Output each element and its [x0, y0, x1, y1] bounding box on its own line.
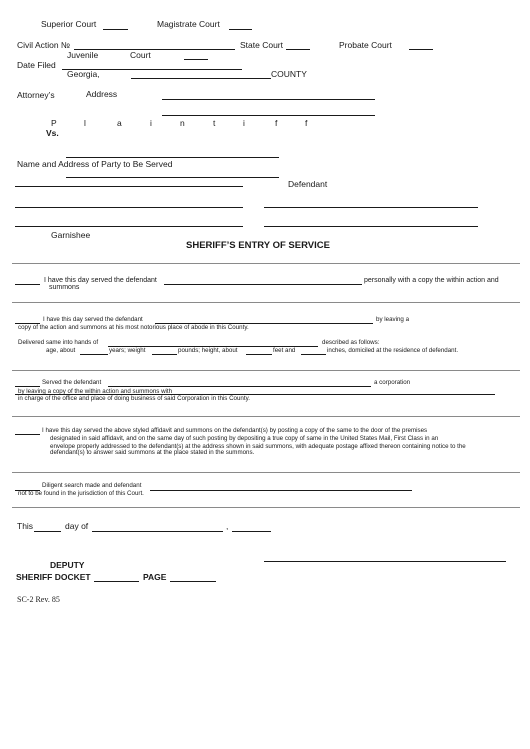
personal-served-text: I have this day served the defendant	[44, 277, 157, 284]
magistrate-court-checkbox-line[interactable]	[229, 29, 252, 30]
defendant-name-field[interactable]	[264, 207, 478, 208]
notorious-copy-text: copy of the action and summons at his most notorious place of abode in this County.	[18, 324, 249, 331]
magistrate-court-label: Magistrate Court	[157, 19, 220, 29]
feet-label: feet and	[273, 347, 296, 354]
form-identifier: SC-2 Rev. 85	[17, 595, 60, 604]
plaintiff-letter: a	[117, 118, 122, 128]
day-of-label: day of	[65, 521, 89, 531]
juvenile-court-label: Court	[130, 50, 151, 60]
corporation-defendant-field[interactable]	[108, 386, 371, 387]
civil-action-number-field[interactable]	[74, 49, 235, 50]
plaintiff-letter: t	[213, 118, 216, 128]
attorney-address-field-1[interactable]	[162, 99, 375, 100]
garnishee-label: Garnishee	[51, 230, 91, 240]
deputy-signature-field[interactable]	[264, 561, 506, 562]
affidavit-line-2: designated in said affidavit, and on the same day of such posting by depositing a true copy of same in the United States Mail, First Class in an	[50, 435, 439, 442]
age-field[interactable]	[80, 354, 108, 355]
height-label: pounds; height, about	[178, 347, 238, 354]
state-court-label: State Court	[240, 40, 283, 50]
section-divider	[12, 507, 520, 508]
section-divider	[12, 302, 520, 303]
deputy-label: DEPUTY	[50, 560, 85, 570]
plaintiff-letter: i	[243, 118, 245, 128]
notorious-served-text: I have this day served the defendant	[43, 316, 143, 323]
page-number-field[interactable]	[170, 581, 216, 582]
a-corporation-text: a corporation	[374, 379, 411, 386]
address-label: Address	[86, 89, 118, 99]
weight-field[interactable]	[152, 354, 177, 355]
diligent-defendant-field[interactable]	[150, 490, 412, 491]
date-comma: ,	[226, 521, 229, 531]
affidavit-line-4: defendant(s) to answer said summons at the place stated in the summons.	[50, 449, 255, 456]
defendant-label: Defendant	[288, 179, 328, 189]
superior-court-checkbox-line[interactable]	[103, 29, 128, 30]
personal-copy-text: personally with a copy the within action and	[364, 277, 499, 284]
page-title: SHERIFF’S ENTRY OF SERVICE	[186, 240, 330, 251]
plaintiff-letter: l	[84, 118, 86, 128]
probate-court-label: Probate Court	[339, 40, 392, 50]
attorney-address-field-2[interactable]	[162, 115, 375, 116]
personal-defendant-field[interactable]	[164, 284, 362, 285]
weight-label: years; weight	[109, 347, 146, 354]
section-divider	[12, 370, 520, 371]
month-field[interactable]	[92, 531, 223, 532]
diligent-jurisdiction-text: not to be found in the jurisdiction of this Court.	[18, 490, 144, 497]
civil-action-label: Civil Action №	[17, 40, 71, 50]
corporation-charge-text: in charge of the office and place of doing business of said Corporation in this County.	[18, 395, 250, 402]
juvenile-label: Juvenile	[67, 50, 99, 60]
section-divider	[12, 263, 520, 264]
plaintiff-letter: f	[275, 118, 278, 128]
plaintiff-name-field[interactable]	[66, 157, 279, 158]
day-field[interactable]	[34, 531, 61, 532]
state-court-checkbox-line[interactable]	[286, 49, 310, 50]
year-field[interactable]	[232, 531, 271, 532]
inches-label: inches, domiciled at the residence of defendant.	[327, 347, 459, 354]
party-to-be-served-label: Name and Address of Party to Be Served	[17, 159, 173, 169]
party-served-field-2[interactable]	[15, 186, 243, 187]
affidavit-service-checkbox-line[interactable]	[15, 434, 40, 435]
this-label: This	[17, 521, 34, 531]
county-label: COUNTY	[271, 69, 307, 79]
georgia-label: Georgia,	[67, 69, 100, 79]
corporation-served-text: Served the defendant	[42, 379, 102, 386]
party-served-field-3[interactable]	[15, 207, 243, 208]
plaintiff-letter: f	[305, 118, 308, 128]
attorneys-label: Attorney’s	[17, 90, 55, 100]
personal-summons-text: summons	[49, 284, 80, 291]
corporation-service-checkbox-line[interactable]	[15, 386, 40, 387]
section-divider	[12, 472, 520, 473]
probate-court-checkbox-line[interactable]	[409, 49, 433, 50]
garnishee-name-field[interactable]	[264, 226, 478, 227]
corporation-leaving-text: by leaving a copy of the within action and summons with	[18, 388, 173, 395]
affidavit-line-1: I have this day served the above styled affidavit and summons on the defendant(s) by posting a copy of the same to the door of the premises	[42, 427, 428, 434]
party-served-field-4[interactable]	[15, 226, 243, 227]
versus-label: Vs.	[46, 128, 59, 138]
notorious-leaving-text: by leaving a	[376, 316, 410, 323]
delivered-label: Delivered same into hands of	[18, 339, 99, 346]
height-inches-field[interactable]	[301, 354, 326, 355]
described-label: described as follows:	[322, 339, 380, 346]
affidavit-line-3: envelope properly addressed to the defendant(s) at the address shown in said summons, with adequate postage affixed thereon containing notice to the	[50, 443, 466, 450]
plaintiff-letter: n	[180, 118, 185, 128]
plaintiff-letter: P	[51, 118, 57, 128]
diligent-search-text: Diligent search made and defendant	[42, 482, 142, 489]
juvenile-court-checkbox-line[interactable]	[184, 59, 208, 60]
superior-court-label: Superior Court	[41, 19, 97, 29]
height-feet-field[interactable]	[246, 354, 272, 355]
plaintiff-letter: i	[150, 118, 152, 128]
sheriff-docket-field[interactable]	[94, 581, 139, 582]
county-field[interactable]	[131, 78, 271, 79]
section-divider	[12, 416, 520, 417]
personal-service-checkbox-line[interactable]	[15, 284, 40, 285]
age-label: age, about	[46, 347, 76, 354]
page-label: PAGE	[143, 572, 167, 582]
date-filed-label: Date Filed	[17, 60, 56, 70]
party-served-field-1[interactable]	[66, 177, 279, 178]
sheriff-docket-label: SHERIFF DOCKET	[16, 572, 91, 582]
